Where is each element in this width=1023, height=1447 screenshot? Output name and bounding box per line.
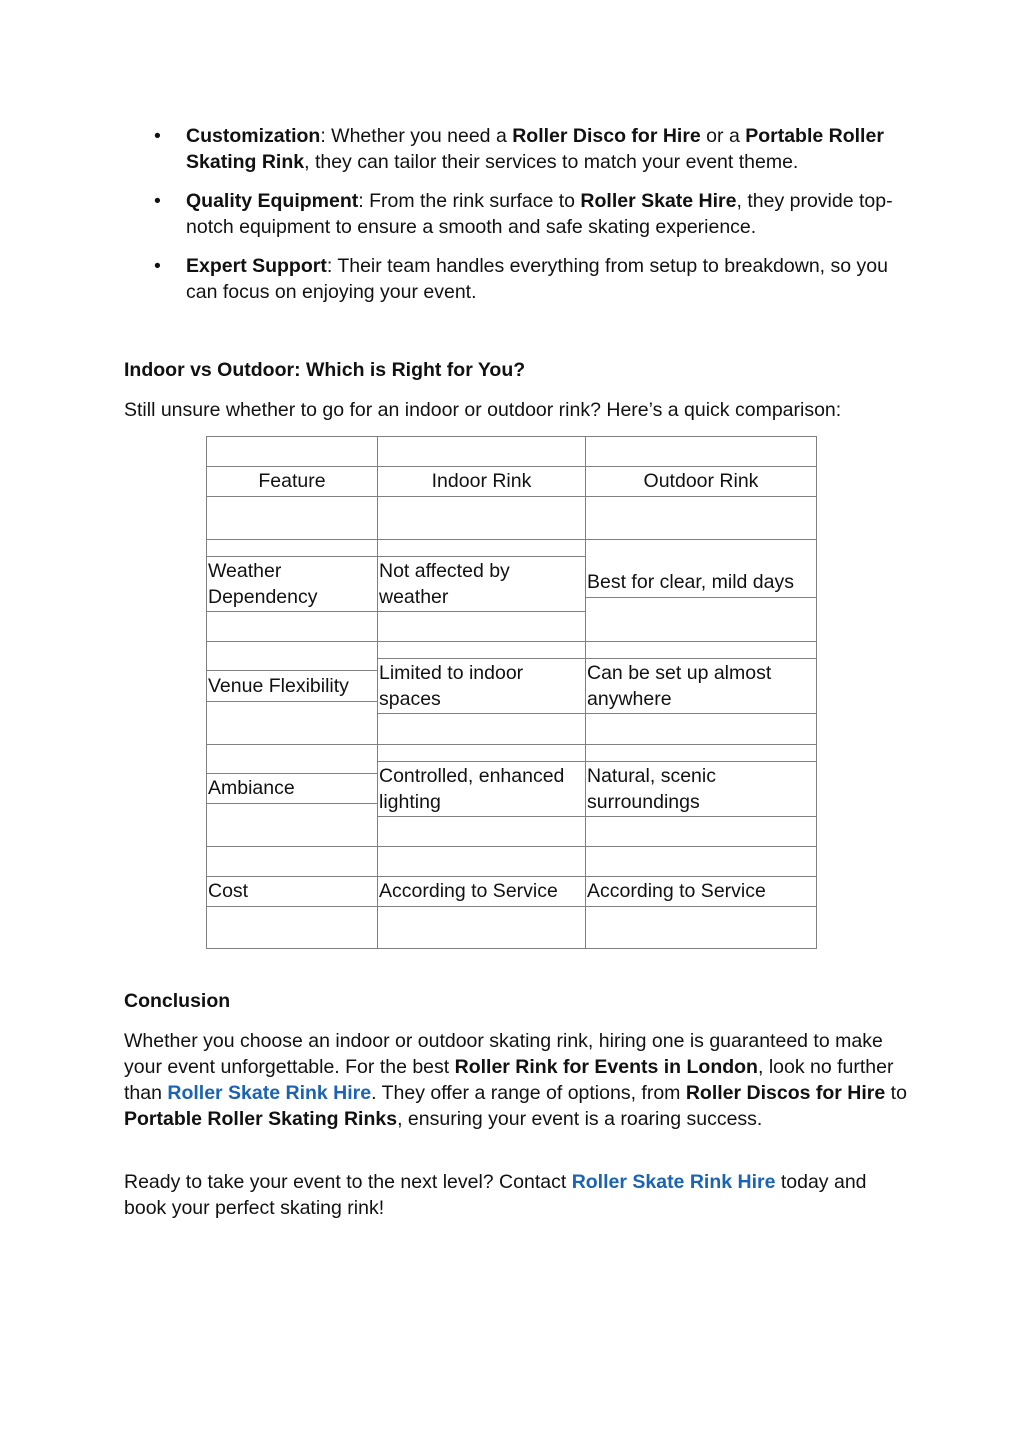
bullet-term: Quality Equipment bbox=[186, 190, 359, 212]
table-header-indoor: Indoor Rink bbox=[431, 470, 532, 492]
bullet-term: Customization bbox=[186, 125, 321, 147]
table-cell-feature: Ambiance bbox=[208, 777, 295, 799]
table-cell-indoor: Controlled, enhanced lighting bbox=[379, 765, 565, 813]
table-cell-indoor: Limited to indoor spaces bbox=[379, 662, 524, 710]
table-cell-indoor: Not affected by weather bbox=[379, 560, 510, 608]
table-cell-feature: Venue Flexibility bbox=[208, 675, 349, 697]
section-heading: Indoor vs Outdoor: Which is Right for You? bbox=[124, 359, 526, 381]
intro-paragraph: Still unsure whether to go for an indoor or outdoor rink? Here’s a quick comparison: bbox=[124, 399, 842, 421]
table-cell-outdoor: Best for clear, mild days bbox=[587, 571, 794, 593]
table-cell-outdoor: Can be set up almost anywhere bbox=[587, 662, 772, 710]
table-cell-outdoor: Natural, scenic surroundings bbox=[587, 765, 716, 813]
conclusion-paragraph: Whether you choose an indoor or outdoor skating rink, hiring one is guaranteed to make your event unforgettable. For the best Roller Rink for Events in London, look no further than Roller Skate Rink Hire. They offer a range of options, from Roller Discos for Hire to Portable Roller Skating Rinks, ensuring your event is a roaring success. bbox=[124, 1030, 907, 1130]
table-cell-outdoor: According to Service bbox=[587, 880, 766, 902]
list-item: • Quality Equipment: From the rink surface to Roller Skate Hire, they provide top-notch equipment to ensure a smooth and safe skating experience. bbox=[154, 190, 893, 238]
table-cell-feature: Weather Dependency bbox=[208, 560, 318, 608]
table-header-outdoor: Outdoor Rink bbox=[643, 470, 759, 492]
roller-skate-rink-hire-link[interactable]: Roller Skate Rink Hire bbox=[167, 1082, 372, 1104]
list-item: • Customization: Whether you need a Roller Disco for Hire or a Portable Roller Skating Rink, they can tailor their services to match your event theme. bbox=[154, 125, 884, 173]
table-header-feature: Feature bbox=[258, 470, 326, 492]
call-to-action-paragraph: Ready to take your event to the next level? Contact Roller Skate Rink Hire today and book your perfect skating rink! bbox=[124, 1171, 867, 1219]
bullet-icon: • bbox=[154, 125, 161, 147]
conclusion-heading: Conclusion bbox=[124, 990, 231, 1012]
bullet-term: Expert Support bbox=[186, 255, 327, 277]
bullet-icon: • bbox=[154, 190, 161, 212]
table-cell-indoor: According to Service bbox=[379, 880, 558, 902]
contact-link[interactable]: Roller Skate Rink Hire bbox=[571, 1171, 776, 1193]
bullet-icon: • bbox=[154, 255, 161, 277]
table-cell-feature: Cost bbox=[208, 880, 249, 902]
list-item: • Expert Support: Their team handles everything from setup to breakdown, so you can focus on enjoying your event. bbox=[154, 255, 888, 303]
